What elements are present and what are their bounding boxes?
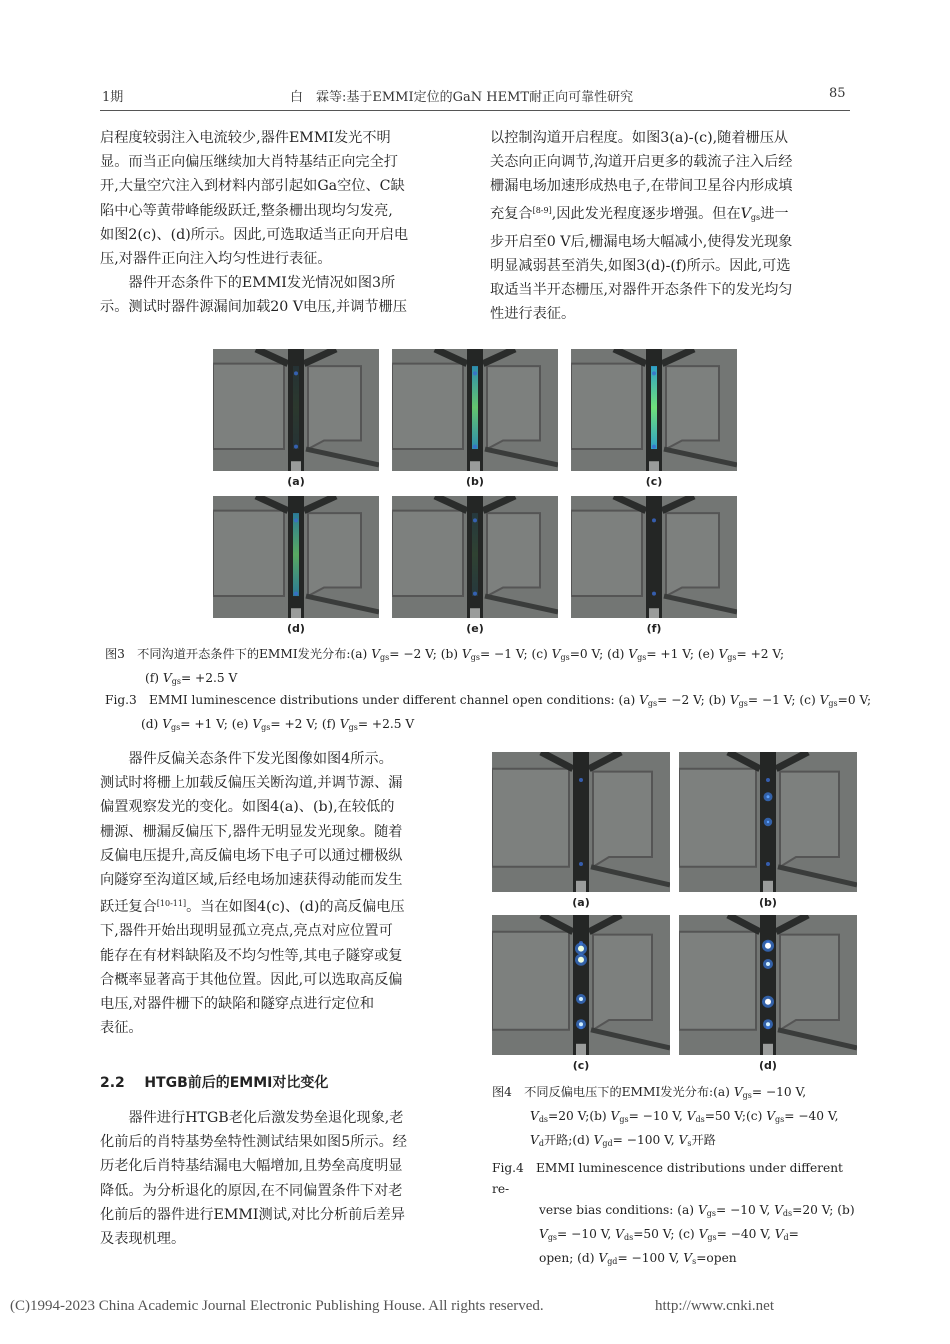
issue-number: 1期 <box>102 90 124 105</box>
copyright-notice: (C)1994-2023 China Academic Journal Electronic Publishing House. All rights reserved. <box>10 1298 544 1314</box>
left-text-block-1: 启程度较弱注入电流较少,器件EMMI发光不明 显。而当正向偏压继续加大肖特基结正向完全打 开,大量空穴注入到材料内部引起如Ga空位、C缺 陷中心等黄带峰能级跃迁,整条栅出现均匀发亮, 如图2(c)、(d)所示。因此,可选取适当正向开启电 压,对器件正向注入均匀性进行表征。 器件开态条件下的EMMI发光情况如图3所 示。测试时器件源漏间加载20 V电压,并调节栅压 <box>100 130 409 316</box>
fig3-panel <box>213 496 379 618</box>
fig3-panel <box>213 349 379 471</box>
fig3-caption-cn: 图3 不同沟道开态条件下的EMMI发光分布:(a) $V_{gs}= -2$ V; (b) $V_{gs}= -1$ V; (c) $V_{gs}=0$ V; (d) $V_{gs}= +1$ V; (e) $V_{gs}= +2$ V; (f) $V_{gs}= +2.5$ V <box>105 647 785 686</box>
fig4-panel-label: (d) <box>759 1059 777 1072</box>
cnki-url: http://www.cnki.net <box>655 1298 775 1314</box>
section-heading: 2.2 HTGB前后的EMMI对比变化 <box>100 1075 329 1091</box>
fig4-caption-cn: 图4 不同反偏电压下的EMMI发光分布:(a) $V_{gs}= -10$ V, $V_{ds}=20$ V;(b) $V_{gs}= -10$ V, $V_{ds}=50$ V;(c) $V_{gs}= -40$ V, $V_d$开路;(d) $V_{gd}= -100$ V, $V_s$开路 <box>492 1085 839 1148</box>
fig3-panel-label: (f) <box>646 622 662 635</box>
left-text-block-2: 器件反偏关态条件下发光图像如图4所示。 测试时将栅上加载反偏压关断沟道,并调节源、漏 偏置观察发光的变化。如图4(a)、(b),在较低的 栅源、栅漏反偏压下,器件无明显发光现象。随着 反偏电压提升,高反偏电场下电子可以通过栅极纵 向隧穿至沟道区域,后经电场加速获得动能而发生 跃迁复合[10-11]。当在如图4(c)、(d)的高反偏电压 下,器件开始出现明显孤立亮点,亮点对应位置可 能存在有材料缺陷及不均匀性等,其电子隧穿或复 合概率显著高于其他位置。因此,可以选取高反偏 电压,对器件栅下的缺陷和隧穿点进行定位和 表征。 <box>100 751 405 1037</box>
fig4-panel <box>492 915 670 1055</box>
fig3-caption-en: Fig.3 EMMI luminescence distributions under different channel open conditions: (a) $V_{gs}= -2$ V; (b) $V_{gs}= -1$ V; (c) $V_{gs}=0$ V; (d) $V_{gs}= +1$ V; (e) $V_{gs}= +2$ V; (f) $V_{gs}= +2.5$ V <box>105 693 872 732</box>
fig3-panel <box>571 496 737 618</box>
fig4-panel <box>492 752 670 892</box>
fig4-panel-label: (b) <box>759 896 777 909</box>
fig3-panel <box>392 496 558 618</box>
fig3-panel <box>571 349 737 471</box>
fig4-panel <box>679 752 857 892</box>
fig4-panel <box>679 915 857 1055</box>
fig4-caption-en: Fig.4 EMMI luminescence distributions under different re- verse bias conditions: (a) $V_{gs}= -10$ V, $V_{ds}=20$ V; (b) $V_{gs}= -10$ V, $V_{ds}=50$ V; (c) $V_{gs}= -40$ V, $V_d=$ open; (d) $V_{gd}= -100$ V, $V_s=open$ <box>492 1161 855 1266</box>
page-number: 85 <box>829 86 846 101</box>
fig4-panel-label: (c) <box>572 1059 590 1072</box>
fig3-panel-label: (c) <box>645 475 663 488</box>
fig3-panel-label: (b) <box>466 475 484 488</box>
right-text-block-1: 以控制沟道开启程度。如图3(a)-(c),随着栅压从 关态向正向调节,沟道开启更多的载流子注入后经 栅漏电场加速形成热电子,在带间卫星谷内形成填 充复合[8-9],因此发光程度逐步增强。但在$V_{gs}$进一 步开启至0 V后,栅漏电场大幅减小,使得发光现象 明显减弱甚至消失,如图3(d)-(f)所示。因此,可选 取适当半开态栅压,对器件开态条件下的发光均匀 性进行表征。 <box>490 130 793 323</box>
fig4-panel-label: (a) <box>572 896 590 909</box>
running-title: 白 霖等:基于EMMI定位的GaN HEMT耐正向可靠性研究 <box>290 90 634 105</box>
header-rule <box>100 110 850 111</box>
fig3-panel-label: (a) <box>287 475 305 488</box>
fig3-panel <box>392 349 558 471</box>
fig3-panel-label: (e) <box>466 622 484 635</box>
left-text-block-3: 器件进行HTGB老化后激发势垒退化现象,老 化前后的肖特基势垒特性测试结果如图5所示。经 历老化后肖特基结漏电大幅增加,且势垒高度明显 降低。为分析退化的原因,在不同偏置条件下对老 化前后的器件进行EMMI测试,对比分析前后差异 及表现机理。 <box>100 1110 407 1248</box>
fig3-panel-label: (d) <box>287 622 305 635</box>
